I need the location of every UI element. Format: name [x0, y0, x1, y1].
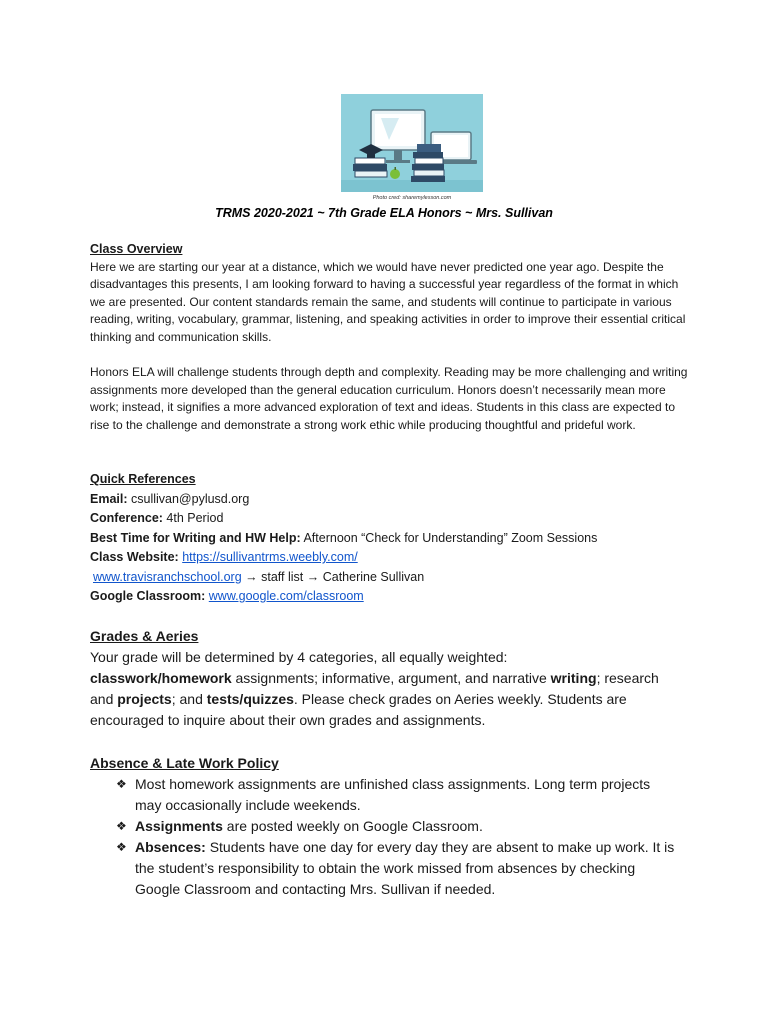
google-classroom-link[interactable]: www.google.com/classroom — [208, 589, 364, 603]
list-item: ❖ Absences: Students have one day for every day they are absent to make up work. It is the student’s responsibility to obtain the work missed from absences by checking Google Classroom and contacting Mrs. Sullivan if needed. — [116, 839, 675, 897]
header-illustration — [341, 94, 483, 192]
email-label: Email: — [90, 491, 128, 506]
best-time-row — [90, 529, 690, 549]
absence-section — [90, 753, 680, 900]
computer-books-illustration-icon — [341, 94, 483, 192]
grades-categories: classwork/homework assignments; informative, argument, and narrative writing; research and projects; and tests/quizzes. Please check grades on Aeries weekly. Students are encouraged to inquire about their own grades and assignments. — [90, 670, 659, 728]
overview-paragraph-2: Honors ELA will challenge students through depth and complexity. Reading may be more challenging and writing assignments more developed than the general education curriculum. Honors doesn’t necessarily mean more work; instead, it signifies a more advanced exploration of text and ideas. Students in this class are expected to rise to the challenge and demonstrate a strong work ethic while producing thoughtful and prideful work. — [90, 365, 688, 432]
class-website-row — [90, 548, 690, 568]
grade-category-classwork: classwork/homework — [90, 670, 232, 686]
photo-credit: Photo cred: sharemylesson.com — [372, 195, 452, 201]
absence-heading: Absence & Late Work Policy — [90, 755, 279, 771]
best-time-value: Afternoon “Check for Understanding” Zoom Sessions — [303, 530, 598, 545]
diamond-bullet-icon: ❖ — [116, 777, 127, 791]
email-row — [90, 490, 690, 510]
school-site-path: → staff list → Catherine Sullivan — [245, 569, 425, 584]
grade-category-tests: tests/quizzes — [206, 691, 294, 707]
school-site-link[interactable]: www.travisranchschool.org — [93, 569, 242, 584]
list-item: ❖ Assignments are posted weekly on Google Classroom. — [90, 816, 680, 837]
grade-category-writing: writing — [550, 670, 597, 686]
google-classroom-label: Google Classroom: — [90, 589, 206, 603]
quick-references-heading: Quick References — [90, 472, 196, 486]
list-item: ❖ Most homework assignments are unfinished class assignments. Long term projects may occasionally include weekends. — [116, 776, 651, 813]
conference-value: 4th Period — [166, 511, 224, 525]
grades-heading: Grades & Aeries — [90, 628, 199, 644]
class-website-label: Class Website: — [90, 550, 179, 564]
email-value: csullivan@pylusd.org — [131, 491, 250, 506]
overview-paragraph-1: Here we are starting our year at a distance, which we would have never predicted one year ago. Despite the disadvantages this presents, I am looking forward to having a successful year regardless of the format in which we are presented. Our content standards remain the same, and students will continue to participate in various reading, writing, vocabulary, grammar, listening, and speaking activities in order to improve their essential critical thinking and communication skills. — [90, 259, 686, 344]
class-overview-heading: Class Overview — [90, 242, 183, 256]
conference-label: Conference: — [90, 511, 163, 525]
diamond-bullet-icon: ❖ — [116, 840, 127, 854]
absence-policy-list — [90, 774, 680, 900]
class-website-link[interactable]: https://sullivantrms.weebly.com/ — [182, 550, 358, 564]
best-time-label: Best Time for Writing and HW Help: — [90, 530, 301, 545]
google-classroom-row — [90, 587, 690, 607]
school-site-row — [90, 568, 690, 588]
grades-intro: Your grade will be determined by 4 categories, all equally weighted: — [90, 649, 508, 665]
diamond-bullet-icon: ❖ — [116, 819, 127, 833]
class-overview-section — [90, 241, 690, 435]
grade-category-projects: projects — [117, 691, 172, 707]
document-title: TRMS 2020-2021 ~ 7th Grade ELA Honors ~ Mrs. Sullivan — [215, 206, 553, 220]
conference-row — [90, 509, 690, 529]
grades-section — [90, 626, 680, 731]
quick-references-section — [90, 470, 690, 607]
